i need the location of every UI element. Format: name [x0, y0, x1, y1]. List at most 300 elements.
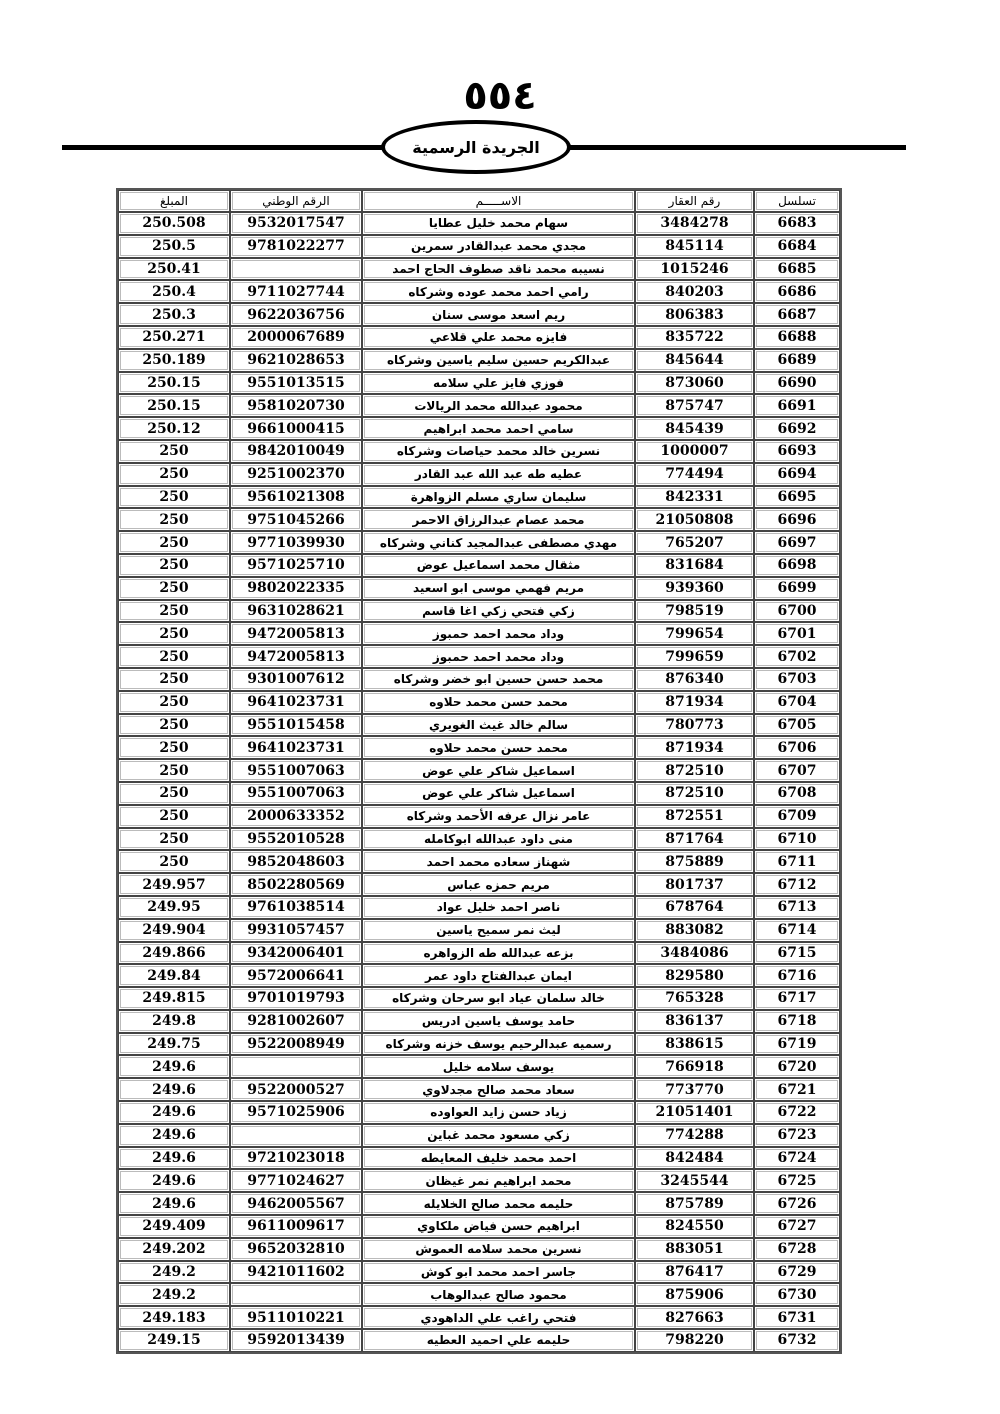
cell-amount: 250 — [118, 668, 230, 691]
cell-amount: 250.41 — [118, 258, 230, 281]
table-row — [118, 577, 840, 600]
cell-serial: 6706 — [754, 736, 840, 759]
cell-national-id: 9631028621 — [230, 600, 362, 623]
cell-amount: 250.189 — [118, 349, 230, 372]
cell-national-id: 9751045266 — [230, 508, 362, 531]
cell-serial: 6725 — [754, 1169, 840, 1192]
cell-serial: 6716 — [754, 964, 840, 987]
cell-amount: 249.15 — [118, 1329, 230, 1352]
cell-name: شهناز سعاده محمد احمد — [362, 850, 635, 873]
cell-serial: 6698 — [754, 554, 840, 577]
cell-name: رامي احمد محمد عوده وشركاه — [362, 280, 635, 303]
cell-serial: 6722 — [754, 1101, 840, 1124]
cell-property-number: 871764 — [635, 828, 754, 851]
cell-property-number: 845114 — [635, 235, 754, 258]
cell-serial: 6723 — [754, 1124, 840, 1147]
cell-national-id: 9611009617 — [230, 1215, 362, 1238]
cell-national-id: 9622036756 — [230, 303, 362, 326]
cell-name: احمد محمد خليف المعايطه — [362, 1147, 635, 1170]
table-row — [118, 531, 840, 554]
cell-name: فايزه محمد علي قلاعي — [362, 326, 635, 349]
cell-serial: 6732 — [754, 1329, 840, 1352]
cell-property-number: 824550 — [635, 1215, 754, 1238]
cell-name: اسماعيل شاكر علي عوض — [362, 759, 635, 782]
cell-national-id: 9711027744 — [230, 280, 362, 303]
cell-amount: 250 — [118, 714, 230, 737]
cell-national-id — [230, 258, 362, 281]
table-row — [118, 919, 840, 942]
cell-amount: 250.3 — [118, 303, 230, 326]
table-row — [118, 554, 840, 577]
cell-national-id: 9721023018 — [230, 1147, 362, 1170]
cell-serial: 6720 — [754, 1055, 840, 1078]
cell-national-id: 9552010528 — [230, 828, 362, 851]
cell-amount: 250 — [118, 577, 230, 600]
cell-name: سهام محمد خليل عطايا — [362, 212, 635, 235]
cell-amount: 249.84 — [118, 964, 230, 987]
cell-national-id — [230, 1283, 362, 1306]
cell-national-id: 9342006401 — [230, 942, 362, 965]
table-row — [118, 964, 840, 987]
table-body — [118, 212, 840, 1352]
cell-amount: 249.866 — [118, 942, 230, 965]
cell-property-number: 871934 — [635, 691, 754, 714]
cell-name: نسيبه محمد ناقد صطوف الحاج احمد — [362, 258, 635, 281]
cell-national-id: 9251002370 — [230, 463, 362, 486]
cell-national-id: 9701019793 — [230, 987, 362, 1010]
cell-amount: 249.8 — [118, 1010, 230, 1033]
cell-name: حليمه محمد صالح الخلايله — [362, 1192, 635, 1215]
cell-amount: 249.2 — [118, 1283, 230, 1306]
cell-property-number: 875747 — [635, 394, 754, 417]
cell-amount: 249.6 — [118, 1192, 230, 1215]
table-row — [118, 942, 840, 965]
cell-amount: 250 — [118, 805, 230, 828]
cell-property-number: 799654 — [635, 622, 754, 645]
table-header-row — [118, 190, 840, 212]
cell-amount: 250.12 — [118, 417, 230, 440]
cell-national-id: 9522008949 — [230, 1033, 362, 1056]
cell-property-number: 3484278 — [635, 212, 754, 235]
cell-serial: 6714 — [754, 919, 840, 942]
cell-property-number: 871934 — [635, 736, 754, 759]
table-row — [118, 828, 840, 851]
cell-amount: 250 — [118, 759, 230, 782]
cell-name: جاسر احمد محمد ابو كوش — [362, 1261, 635, 1284]
table-row — [118, 1283, 840, 1306]
table-row — [118, 645, 840, 668]
cell-serial: 6692 — [754, 417, 840, 440]
cell-amount: 249.75 — [118, 1033, 230, 1056]
cell-national-id: 9472005813 — [230, 645, 362, 668]
column-header-national-id: الرقم الوطني — [230, 190, 362, 212]
cell-national-id: 9931057457 — [230, 919, 362, 942]
table-row — [118, 987, 840, 1010]
cell-serial: 6701 — [754, 622, 840, 645]
cell-serial: 6700 — [754, 600, 840, 623]
cell-property-number: 799659 — [635, 645, 754, 668]
cell-serial: 6715 — [754, 942, 840, 965]
cell-amount: 250 — [118, 691, 230, 714]
table-row — [118, 736, 840, 759]
cell-name: محمد حسن محمد حلاوه — [362, 736, 635, 759]
cell-name: عطيه طه عبد الله عبد القادر — [362, 463, 635, 486]
cell-property-number: 872551 — [635, 805, 754, 828]
column-header-amount: المبلغ — [118, 190, 230, 212]
cell-name: مجدي محمد عبدالقادر سمرين — [362, 235, 635, 258]
cell-name: فتحي راغب علي الداهودي — [362, 1306, 635, 1329]
cell-property-number: 765207 — [635, 531, 754, 554]
cell-name: مهدي مصطفى عبدالمجيد كناني وشركاه — [362, 531, 635, 554]
table-row — [118, 212, 840, 235]
cell-amount: 250.4 — [118, 280, 230, 303]
cell-name: عامر نزال عرفه الأحمد وشركاه — [362, 805, 635, 828]
cell-amount: 249.6 — [118, 1101, 230, 1124]
cell-property-number: 3245544 — [635, 1169, 754, 1192]
cell-national-id: 9301007612 — [230, 668, 362, 691]
cell-property-number: 842484 — [635, 1147, 754, 1170]
cell-national-id: 9641023731 — [230, 691, 362, 714]
cell-property-number: 845644 — [635, 349, 754, 372]
table-row — [118, 805, 840, 828]
cell-national-id: 9621028653 — [230, 349, 362, 372]
cell-national-id: 9472005813 — [230, 622, 362, 645]
cell-property-number: 836137 — [635, 1010, 754, 1033]
cell-serial: 6711 — [754, 850, 840, 873]
cell-amount: 249.183 — [118, 1306, 230, 1329]
header-rule-right — [570, 145, 906, 150]
cell-amount: 250 — [118, 828, 230, 851]
cell-name: زياد حسن زايد العواوده — [362, 1101, 635, 1124]
cell-name: ابراهيم حسن فياض ملكاوي — [362, 1215, 635, 1238]
cell-property-number: 831684 — [635, 554, 754, 577]
cell-serial: 6690 — [754, 372, 840, 395]
cell-amount: 250.508 — [118, 212, 230, 235]
cell-property-number: 872510 — [635, 782, 754, 805]
table-row — [118, 1055, 840, 1078]
cell-serial: 6683 — [754, 212, 840, 235]
cell-property-number: 765328 — [635, 987, 754, 1010]
table-row — [118, 759, 840, 782]
cell-name: محمد حسن حسين ابو خضر وشركاه — [362, 668, 635, 691]
cell-serial: 6689 — [754, 349, 840, 372]
column-header-serial: تسلسل — [754, 190, 840, 212]
table-row — [118, 1192, 840, 1215]
cell-property-number: 766918 — [635, 1055, 754, 1078]
table-row — [118, 1261, 840, 1284]
cell-property-number: 883051 — [635, 1238, 754, 1261]
column-header-name: الاســـــم — [362, 190, 635, 212]
cell-amount: 249.904 — [118, 919, 230, 942]
cell-name: محمود صالح عبدالوهاب — [362, 1283, 635, 1306]
cell-name: حامد يوسف ياسين ادريس — [362, 1010, 635, 1033]
cell-property-number: 872510 — [635, 759, 754, 782]
cell-national-id: 9771024627 — [230, 1169, 362, 1192]
cell-property-number: 835722 — [635, 326, 754, 349]
table-row — [118, 622, 840, 645]
cell-amount: 250 — [118, 645, 230, 668]
table-row — [118, 440, 840, 463]
cell-name: سامي احمد محمد ابراهيم — [362, 417, 635, 440]
registry-table — [116, 188, 842, 1354]
cell-property-number: 845439 — [635, 417, 754, 440]
cell-national-id: 8502280569 — [230, 873, 362, 896]
table-row — [118, 326, 840, 349]
table-row — [118, 782, 840, 805]
cell-national-id: 2000633352 — [230, 805, 362, 828]
cell-property-number: 801737 — [635, 873, 754, 896]
cell-national-id: 9511010221 — [230, 1306, 362, 1329]
cell-property-number: 774288 — [635, 1124, 754, 1147]
cell-name: سعاد محمد صالح مجدلاوي — [362, 1078, 635, 1101]
cell-serial: 6729 — [754, 1261, 840, 1284]
cell-serial: 6684 — [754, 235, 840, 258]
cell-serial: 6712 — [754, 873, 840, 896]
cell-name: ناصر احمد خليل عواد — [362, 896, 635, 919]
cell-name: عبدالكريم حسين سليم ياسين وشركاه — [362, 349, 635, 372]
cell-national-id: 2000067689 — [230, 326, 362, 349]
cell-property-number: 875889 — [635, 850, 754, 873]
cell-national-id: 9842010049 — [230, 440, 362, 463]
cell-amount: 249.95 — [118, 896, 230, 919]
cell-amount: 250 — [118, 622, 230, 645]
table-row — [118, 1306, 840, 1329]
cell-name: محمد عصام عبدالرزاق الاحمر — [362, 508, 635, 531]
cell-national-id: 9852048603 — [230, 850, 362, 873]
cell-serial: 6705 — [754, 714, 840, 737]
cell-national-id: 9571025710 — [230, 554, 362, 577]
cell-serial: 6708 — [754, 782, 840, 805]
cell-amount: 249.815 — [118, 987, 230, 1010]
cell-amount: 250 — [118, 782, 230, 805]
table-row — [118, 714, 840, 737]
cell-national-id: 9551015458 — [230, 714, 362, 737]
cell-property-number: 875906 — [635, 1283, 754, 1306]
cell-property-number: 798519 — [635, 600, 754, 623]
cell-property-number: 21051401 — [635, 1101, 754, 1124]
cell-property-number: 798220 — [635, 1329, 754, 1352]
table-row — [118, 600, 840, 623]
cell-amount: 250 — [118, 486, 230, 509]
cell-name: اسماعيل شاكر علي عوض — [362, 782, 635, 805]
cell-amount: 250.15 — [118, 394, 230, 417]
cell-amount: 250.271 — [118, 326, 230, 349]
cell-name: سليمان ساري مسلم الزواهرة — [362, 486, 635, 509]
cell-national-id: 9421011602 — [230, 1261, 362, 1284]
cell-serial: 6718 — [754, 1010, 840, 1033]
cell-name: ايمان عبدالفتاح داود عمر — [362, 964, 635, 987]
cell-national-id: 9592013439 — [230, 1329, 362, 1352]
cell-national-id: 9571025906 — [230, 1101, 362, 1124]
cell-amount: 250 — [118, 600, 230, 623]
cell-name: بزعه عبدالله طه الزواهره — [362, 942, 635, 965]
cell-name: حليمه علي احميد العطيه — [362, 1329, 635, 1352]
cell-name: محمد حسن محمد حلاوه — [362, 691, 635, 714]
table-row — [118, 1238, 840, 1261]
cell-national-id: 9641023731 — [230, 736, 362, 759]
cell-name: فوزي فايز علي سلامه — [362, 372, 635, 395]
table-row — [118, 394, 840, 417]
cell-national-id: 9652032810 — [230, 1238, 362, 1261]
table-row — [118, 303, 840, 326]
cell-name: سالم خالد غيث الغويري — [362, 714, 635, 737]
cell-amount: 249.2 — [118, 1261, 230, 1284]
cell-name: رسميه عبدالرحيم يوسف خزنه وشركاه — [362, 1033, 635, 1056]
cell-serial: 6691 — [754, 394, 840, 417]
table-row — [118, 258, 840, 281]
cell-property-number: 829580 — [635, 964, 754, 987]
cell-amount: 250 — [118, 736, 230, 759]
cell-property-number: 773770 — [635, 1078, 754, 1101]
cell-national-id: 9532017547 — [230, 212, 362, 235]
cell-national-id: 9802022335 — [230, 577, 362, 600]
header-rule-left — [62, 145, 392, 150]
cell-serial: 6727 — [754, 1215, 840, 1238]
cell-property-number: 840203 — [635, 280, 754, 303]
cell-property-number: 876417 — [635, 1261, 754, 1284]
cell-serial: 6699 — [754, 577, 840, 600]
cell-property-number: 827663 — [635, 1306, 754, 1329]
cell-serial: 6687 — [754, 303, 840, 326]
cell-amount: 249.6 — [118, 1147, 230, 1170]
cell-national-id: 9572006641 — [230, 964, 362, 987]
table-row — [118, 417, 840, 440]
publication-title-oval — [381, 120, 571, 174]
cell-amount: 250 — [118, 850, 230, 873]
cell-serial: 6726 — [754, 1192, 840, 1215]
table-row — [118, 508, 840, 531]
cell-amount: 249.202 — [118, 1238, 230, 1261]
cell-property-number: 876340 — [635, 668, 754, 691]
cell-property-number: 1000007 — [635, 440, 754, 463]
cell-national-id: 9551007063 — [230, 759, 362, 782]
cell-property-number: 780773 — [635, 714, 754, 737]
cell-serial: 6730 — [754, 1283, 840, 1306]
table-row — [118, 896, 840, 919]
cell-national-id: 9561021308 — [230, 486, 362, 509]
cell-serial: 6709 — [754, 805, 840, 828]
cell-amount: 249.6 — [118, 1055, 230, 1078]
cell-name: محمود عبدالله محمد الريالات — [362, 394, 635, 417]
cell-amount: 250 — [118, 463, 230, 486]
cell-national-id: 9661000415 — [230, 417, 362, 440]
table-row — [118, 1169, 840, 1192]
table-row — [118, 850, 840, 873]
cell-property-number: 842331 — [635, 486, 754, 509]
cell-property-number: 678764 — [635, 896, 754, 919]
cell-amount: 249.6 — [118, 1169, 230, 1192]
table-row — [118, 1215, 840, 1238]
cell-national-id: 9781022277 — [230, 235, 362, 258]
cell-name: ليث نمر سميح ياسين — [362, 919, 635, 942]
cell-amount: 249.409 — [118, 1215, 230, 1238]
cell-national-id: 9522000527 — [230, 1078, 362, 1101]
cell-property-number: 873060 — [635, 372, 754, 395]
cell-national-id: 9581020730 — [230, 394, 362, 417]
cell-name: نسرين محمد سلامه العموش — [362, 1238, 635, 1261]
cell-serial: 6704 — [754, 691, 840, 714]
cell-property-number: 883082 — [635, 919, 754, 942]
cell-name: خالد سلمان عياد ابو سرحان وشركاه — [362, 987, 635, 1010]
table-row — [118, 235, 840, 258]
table-row — [118, 1329, 840, 1352]
table-row — [118, 486, 840, 509]
cell-serial: 6717 — [754, 987, 840, 1010]
cell-serial: 6688 — [754, 326, 840, 349]
cell-amount: 250 — [118, 554, 230, 577]
table-row — [118, 463, 840, 486]
table-row — [118, 1101, 840, 1124]
cell-serial: 6702 — [754, 645, 840, 668]
cell-property-number: 939360 — [635, 577, 754, 600]
cell-amount: 249.6 — [118, 1124, 230, 1147]
cell-amount: 249.957 — [118, 873, 230, 896]
cell-national-id: 9771039930 — [230, 531, 362, 554]
table-row — [118, 691, 840, 714]
cell-serial: 6731 — [754, 1306, 840, 1329]
table-row — [118, 668, 840, 691]
table-row — [118, 1124, 840, 1147]
cell-serial: 6703 — [754, 668, 840, 691]
cell-serial: 6724 — [754, 1147, 840, 1170]
table-row — [118, 873, 840, 896]
cell-national-id: 9281002607 — [230, 1010, 362, 1033]
cell-serial: 6707 — [754, 759, 840, 782]
cell-serial: 6696 — [754, 508, 840, 531]
cell-national-id: 9551007063 — [230, 782, 362, 805]
table-row — [118, 372, 840, 395]
table-row — [118, 280, 840, 303]
cell-serial: 6697 — [754, 531, 840, 554]
cell-national-id: 9551013515 — [230, 372, 362, 395]
cell-property-number: 875789 — [635, 1192, 754, 1215]
cell-property-number: 21050808 — [635, 508, 754, 531]
cell-amount: 250.5 — [118, 235, 230, 258]
cell-national-id: 9761038514 — [230, 896, 362, 919]
cell-name: مثقال محمد اسماعيل عوض — [362, 554, 635, 577]
table-row — [118, 1147, 840, 1170]
cell-serial: 6719 — [754, 1033, 840, 1056]
cell-name: ريم اسعد موسى سنان — [362, 303, 635, 326]
cell-name: محمد ابراهيم نمر غيظان — [362, 1169, 635, 1192]
cell-amount: 250 — [118, 440, 230, 463]
cell-serial: 6685 — [754, 258, 840, 281]
cell-serial: 6710 — [754, 828, 840, 851]
cell-name: نسرين خالد محمد حياصات وشركاه — [362, 440, 635, 463]
table-row — [118, 1033, 840, 1056]
cell-amount: 250.15 — [118, 372, 230, 395]
cell-name: مريم فهمي موسى ابو اسعيد — [362, 577, 635, 600]
page-number: ٥٥٤ — [463, 73, 537, 119]
cell-property-number: 1015246 — [635, 258, 754, 281]
cell-name: زكي مسعود محمد غباين — [362, 1124, 635, 1147]
cell-serial: 6713 — [754, 896, 840, 919]
cell-name: منى داود عبدالله ابوكامله — [362, 828, 635, 851]
cell-serial: 6728 — [754, 1238, 840, 1261]
cell-name: وداد محمد احمد حمبوز — [362, 645, 635, 668]
cell-national-id — [230, 1124, 362, 1147]
cell-name: وداد محمد احمد حمبوز — [362, 622, 635, 645]
cell-property-number: 3484086 — [635, 942, 754, 965]
publication-title: الجريدة الرسمية — [412, 137, 540, 157]
cell-serial: 6694 — [754, 463, 840, 486]
cell-name: مريم حمزه عباس — [362, 873, 635, 896]
cell-serial: 6695 — [754, 486, 840, 509]
column-header-property-number: رقم العقار — [635, 190, 754, 212]
cell-property-number: 838615 — [635, 1033, 754, 1056]
cell-serial: 6693 — [754, 440, 840, 463]
table-row — [118, 1010, 840, 1033]
